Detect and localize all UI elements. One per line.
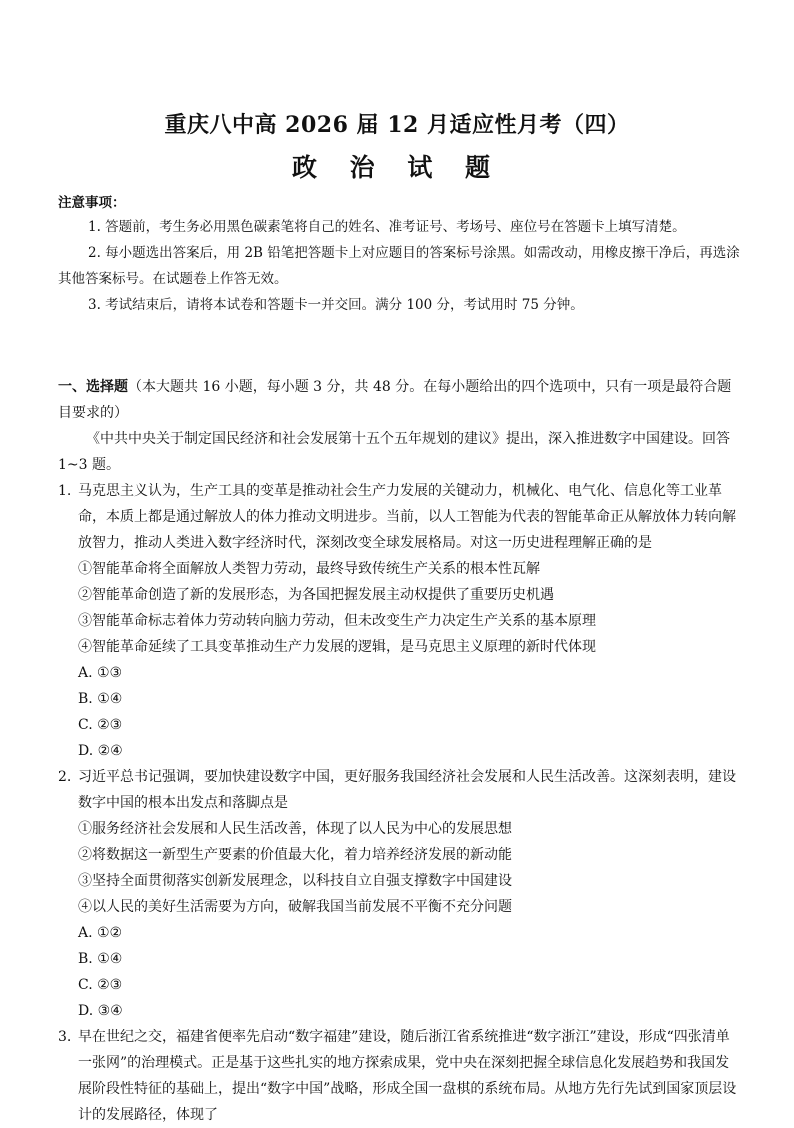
section-choice bbox=[58, 374, 740, 1128]
choice-a: A. ①② bbox=[78, 925, 123, 941]
statement: ③坚持全面贯彻落实创新发展理念，以科技自立自强支撑数字中国建设 bbox=[78, 873, 512, 889]
question-stem: 马克思主义认为，生产工具的变革是推动社会生产力发展的关键动力，机械化、电气化、信息化等工业革命，本质上都是通过解放人的体力推动文明进步。当前，以人工智能为代表的智能革命正从解放体力转向解放智力，推动人类进入数字经济时代，深刻改变全球发展格局。对这一历史进程理解正确的是 bbox=[78, 483, 736, 551]
question-2 bbox=[58, 764, 740, 816]
statement: ③智能革命标志着体力劳动转向脑力劳动，但未改变生产力决定生产关系的基本原理 bbox=[78, 613, 596, 629]
section-label: 一、选择题 bbox=[58, 379, 128, 395]
section-header bbox=[58, 374, 740, 426]
answer-choices bbox=[58, 920, 740, 1024]
choice-b: B. ①④ bbox=[78, 691, 123, 707]
subject-title: 政 治 试 题 bbox=[291, 153, 503, 182]
question-stem: 早在世纪之交，福建省便率先启动“数字福建”建设，随后浙江省系统推进“数字浙江”建设，形成“四张清单一张网”的治理模式。正是基于这些扎实的地方探索成果，党中央在深刻把握全球信息化发展趋势和我国发展阶段性特征的基础上，提出“数字中国”战略，形成全国一盘棋的系统布局。从地方先行先试到国家顶层设计的发展路径，体现了 bbox=[78, 1029, 737, 1123]
question-number: 3. bbox=[58, 1029, 72, 1045]
note-item: 2. 每小题选出答案后，用 2B 铅笔把答题卡上对应题目的答案标号涂黑。如需改动，用橡皮擦干净后，再选涂其他答案标号。在试题卷上作答无效。 bbox=[58, 245, 740, 287]
statement: ④以人民的美好生活需要为方向，破解我国当前发展不平衡不充分问题 bbox=[78, 899, 512, 915]
choice-c: C. ②③ bbox=[78, 717, 123, 733]
statement: ①服务经济社会发展和人民生活改善，体现了以人民为中心的发展思想 bbox=[78, 821, 512, 837]
section-intro: 《中共中央关于制定国民经济和社会发展第十五个五年规划的建议》提出，深入推进数字中国建设。回答 1~3 题。 bbox=[58, 431, 730, 473]
question-number: 2. bbox=[58, 769, 72, 785]
choice-c: C. ②③ bbox=[78, 977, 123, 993]
answer-choices bbox=[58, 660, 740, 764]
section-desc: （本大题共 16 小题，每小题 3 分，共 48 分。在每小题给出的四个选项中，只有一项是最符合题目要求的） bbox=[58, 379, 732, 421]
statement: ②将数据这一新型生产要素的价值最大化，着力培养经济发展的新动能 bbox=[78, 847, 512, 863]
statement: ①智能革命将全面解放人类智力劳动，最终导致传统生产关系的根本性瓦解 bbox=[78, 561, 540, 577]
question-number: 1. bbox=[58, 483, 72, 499]
note-item: 1. 答题前，考生务必用黑色碳素笔将自己的姓名、准考证号、考场号、座位号在答题卡上填写清楚。 bbox=[88, 219, 686, 235]
question-1 bbox=[58, 478, 740, 556]
notes-list bbox=[58, 214, 740, 318]
choice-d: D. ③④ bbox=[78, 1003, 123, 1019]
choice-d: D. ②④ bbox=[78, 743, 123, 759]
note-item: 3. 考试结束后，请将本试卷和答题卡一并交回。满分 100 分，考试用时 75 分钟。 bbox=[88, 297, 584, 313]
question-stem: 习近平总书记强调，要加快建设数字中国，更好服务我国经济社会发展和人民生活改善。这深刻表明，建设数字中国的根本出发点和落脚点是 bbox=[78, 769, 736, 811]
statement: ②智能革命创造了新的发展形态，为各国把握发展主动权提供了重要历史机遇 bbox=[78, 587, 554, 603]
choice-a: A. ①③ bbox=[78, 665, 123, 681]
statement: ④智能革命延续了工具变革推动生产力发展的逻辑，是马克思主义原理的新时代体现 bbox=[78, 639, 596, 655]
question-3 bbox=[58, 1024, 740, 1128]
exam-title: 重庆八中高 2026 届 12 月适应性月考（四） bbox=[164, 112, 630, 138]
choice-b: B. ①④ bbox=[78, 951, 123, 967]
notes-heading: 注意事项： bbox=[58, 195, 126, 211]
